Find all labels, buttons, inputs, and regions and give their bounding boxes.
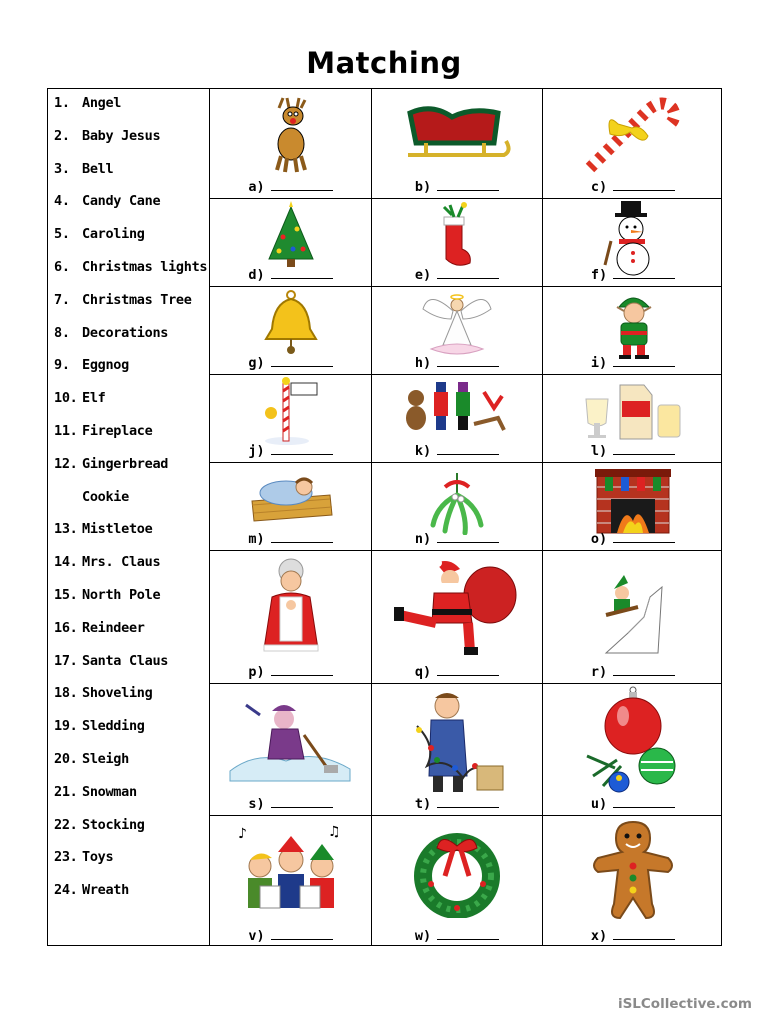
word-text: Elf bbox=[82, 390, 106, 407]
picture-cell-caroling bbox=[210, 816, 371, 947]
word-number: 19. bbox=[54, 718, 78, 735]
answer-letter: n) bbox=[414, 531, 432, 547]
picture-cell-christmas-tree bbox=[210, 199, 371, 286]
picture-cell-angel bbox=[372, 287, 542, 374]
footer-watermark: iSLCollective.com bbox=[617, 996, 752, 1012]
answer-letter: m) bbox=[248, 531, 265, 547]
answer-blank[interactable] bbox=[271, 189, 333, 191]
picture-cell-candy-cane bbox=[543, 90, 723, 198]
word-text: Angel bbox=[82, 95, 122, 111]
word-text: Cookie bbox=[82, 488, 129, 505]
answer-label bbox=[210, 443, 371, 459]
answer-blank[interactable] bbox=[271, 806, 333, 808]
word-list-item bbox=[54, 653, 168, 669]
word-text: Stocking bbox=[82, 816, 145, 833]
answer-blank[interactable] bbox=[613, 674, 675, 676]
word-number: 17. bbox=[54, 652, 78, 669]
word-number: 15. bbox=[54, 587, 78, 603]
answer-blank[interactable] bbox=[437, 674, 499, 676]
word-list-item bbox=[54, 357, 129, 373]
word-number: 8. bbox=[54, 324, 70, 341]
word-text: North Pole bbox=[82, 587, 161, 603]
word-text: Reindeer bbox=[82, 619, 145, 636]
answer-blank[interactable] bbox=[271, 277, 333, 279]
word-text: Sledding bbox=[82, 718, 145, 735]
answer-label bbox=[372, 928, 542, 944]
word-list-item bbox=[54, 226, 145, 242]
answer-label bbox=[543, 664, 723, 680]
answer-blank[interactable] bbox=[613, 541, 675, 543]
answer-blank[interactable] bbox=[437, 938, 499, 940]
word-text: Eggnog bbox=[82, 357, 129, 374]
svg-text:♪: ♪ bbox=[237, 826, 247, 842]
page-title: Matching bbox=[306, 46, 462, 80]
word-list-item bbox=[54, 161, 113, 177]
picture-cell-wreath bbox=[372, 816, 542, 947]
answer-blank[interactable] bbox=[613, 189, 675, 191]
answer-label bbox=[372, 355, 542, 371]
word-list-item bbox=[54, 587, 160, 603]
word-number: 10. bbox=[54, 390, 78, 407]
word-text: Mistletoe bbox=[82, 521, 153, 538]
word-text: Gingerbread bbox=[82, 455, 169, 472]
answer-label bbox=[372, 796, 542, 812]
word-list-item bbox=[54, 325, 168, 341]
word-number: 21. bbox=[54, 783, 78, 800]
word-list-item bbox=[54, 882, 129, 898]
answer-label bbox=[543, 531, 723, 547]
word-list-item bbox=[54, 128, 160, 144]
answer-letter: w) bbox=[414, 928, 432, 944]
word-list-item bbox=[54, 751, 129, 767]
word-number: 12. bbox=[54, 455, 78, 472]
answer-letter: o) bbox=[590, 531, 608, 547]
answer-blank[interactable] bbox=[271, 365, 333, 367]
word-number: 11. bbox=[54, 423, 78, 439]
answer-letter: f) bbox=[590, 267, 608, 283]
answer-label bbox=[210, 928, 371, 944]
answer-letter: r) bbox=[590, 664, 608, 680]
word-text: Toys bbox=[82, 849, 114, 866]
answer-label bbox=[210, 267, 371, 283]
word-text: Decorations bbox=[82, 324, 169, 341]
word-list-item bbox=[54, 554, 160, 570]
picture-cell-mistletoe bbox=[372, 463, 542, 550]
picture-cell-sleigh bbox=[372, 90, 542, 198]
word-list-item bbox=[54, 259, 207, 275]
answer-label bbox=[372, 664, 542, 680]
answer-label bbox=[543, 443, 723, 459]
answer-blank[interactable] bbox=[613, 453, 675, 455]
picture-cell-gingerbread-cookie bbox=[543, 816, 723, 947]
answer-blank[interactable] bbox=[613, 277, 675, 279]
word-list-item bbox=[54, 784, 137, 800]
answer-label bbox=[543, 355, 723, 371]
word-text: Bell bbox=[82, 160, 114, 177]
answer-label bbox=[210, 796, 371, 812]
picture-cell-mrs-claus bbox=[210, 551, 371, 683]
picture-cell-christmas-lights bbox=[372, 684, 542, 815]
word-text: Shoveling bbox=[82, 685, 153, 702]
picture-cell-baby-jesus bbox=[210, 463, 371, 550]
word-list-item bbox=[54, 390, 105, 406]
answer-label bbox=[372, 443, 542, 459]
word-list-item bbox=[54, 423, 152, 439]
word-number: 5. bbox=[54, 226, 70, 243]
word-list-item bbox=[54, 521, 152, 537]
word-text: Christmas Tree bbox=[82, 291, 192, 308]
word-number: 6. bbox=[54, 259, 70, 275]
word-text: Fireplace bbox=[82, 423, 153, 439]
answer-blank[interactable] bbox=[437, 541, 499, 543]
answer-letter: e) bbox=[414, 267, 432, 283]
word-list-item bbox=[54, 193, 160, 209]
word-number: 4. bbox=[54, 193, 70, 210]
word-number: 20. bbox=[54, 751, 78, 767]
answer-blank[interactable] bbox=[613, 365, 675, 367]
picture-cell-snowman bbox=[543, 199, 723, 286]
answer-letter: b) bbox=[414, 179, 432, 195]
answer-letter: i) bbox=[590, 355, 608, 371]
word-number: 13. bbox=[54, 521, 78, 538]
word-list-item bbox=[54, 817, 145, 833]
word-list-item bbox=[54, 95, 121, 111]
word-text: Candy Cane bbox=[82, 193, 161, 210]
answer-letter: k) bbox=[414, 443, 432, 459]
picture-cell-toys bbox=[372, 375, 542, 462]
answer-blank[interactable] bbox=[613, 806, 675, 808]
answer-letter: u) bbox=[590, 796, 608, 812]
answer-letter: p) bbox=[248, 664, 265, 680]
answer-blank[interactable] bbox=[271, 674, 333, 676]
word-text: Santa Claus bbox=[82, 652, 169, 669]
matching-worksheet bbox=[47, 88, 722, 946]
picture-cell-decorations bbox=[543, 684, 723, 815]
word-list-item bbox=[54, 489, 129, 505]
word-list-item bbox=[54, 849, 113, 865]
word-number: 7. bbox=[54, 291, 70, 308]
answer-blank[interactable] bbox=[271, 541, 333, 543]
answer-letter: s) bbox=[248, 796, 265, 812]
answer-blank[interactable] bbox=[437, 453, 499, 455]
answer-blank[interactable] bbox=[613, 938, 675, 940]
word-number: 2. bbox=[54, 127, 70, 144]
word-text: Caroling bbox=[82, 226, 145, 243]
answer-letter: d) bbox=[248, 267, 265, 283]
picture-cell-eggnog bbox=[543, 375, 723, 462]
word-list-item bbox=[54, 456, 168, 472]
word-text: Christmas lights bbox=[82, 259, 208, 275]
word-text: Snowman bbox=[82, 783, 137, 800]
picture-cell-stocking bbox=[372, 199, 542, 286]
answer-letter: t) bbox=[414, 796, 432, 812]
answer-label bbox=[543, 179, 723, 195]
answer-blank[interactable] bbox=[437, 189, 499, 191]
answer-letter: c) bbox=[590, 179, 608, 195]
word-number: 14. bbox=[54, 554, 78, 571]
word-text: Baby Jesus bbox=[82, 127, 161, 144]
picture-cell-bell bbox=[210, 287, 371, 374]
answer-letter: g) bbox=[248, 355, 265, 371]
answer-blank[interactable] bbox=[437, 277, 499, 279]
picture-cell-fireplace bbox=[543, 463, 723, 550]
answer-label bbox=[372, 267, 542, 283]
answer-letter: l) bbox=[590, 443, 608, 459]
answer-blank[interactable] bbox=[271, 938, 333, 940]
answer-label bbox=[543, 796, 723, 812]
answer-blank[interactable] bbox=[271, 453, 333, 455]
answer-letter: q) bbox=[414, 664, 432, 680]
word-number: 3. bbox=[54, 160, 70, 177]
answer-letter: a) bbox=[248, 179, 265, 195]
answer-letter: x) bbox=[590, 928, 608, 944]
word-list-item bbox=[54, 292, 192, 308]
picture-cell-reindeer bbox=[210, 90, 371, 198]
picture-cell-north-pole bbox=[210, 375, 371, 462]
word-number: 1. bbox=[54, 95, 70, 111]
answer-blank[interactable] bbox=[437, 365, 499, 367]
word-list-item bbox=[54, 718, 145, 734]
answer-letter: h) bbox=[414, 355, 432, 371]
word-text: Wreath bbox=[82, 882, 129, 899]
word-number: 18. bbox=[54, 685, 78, 702]
word-number: 16. bbox=[54, 619, 78, 636]
answer-label bbox=[210, 664, 371, 680]
answer-letter: j) bbox=[248, 443, 265, 459]
picture-cell-sledding bbox=[543, 551, 723, 683]
picture-cell-santa-claus bbox=[372, 551, 542, 683]
word-list-item bbox=[54, 685, 152, 701]
answer-label bbox=[372, 179, 542, 195]
answer-blank[interactable] bbox=[437, 806, 499, 808]
answer-label bbox=[210, 355, 371, 371]
svg-text:♫: ♫ bbox=[327, 824, 341, 840]
word-list-item bbox=[54, 620, 145, 636]
word-text: Mrs. Claus bbox=[82, 554, 161, 571]
answer-label bbox=[210, 531, 371, 547]
answer-label bbox=[543, 928, 723, 944]
picture-cell-shoveling bbox=[210, 684, 371, 815]
word-number: 24. bbox=[54, 882, 78, 899]
answer-letter: v) bbox=[248, 928, 265, 944]
answer-label bbox=[372, 531, 542, 547]
picture-cell-elf bbox=[543, 287, 723, 374]
word-number: 22. bbox=[54, 816, 78, 833]
answer-label bbox=[210, 179, 371, 195]
word-text: Sleigh bbox=[82, 751, 129, 767]
answer-label bbox=[543, 267, 723, 283]
word-number: 23. bbox=[54, 849, 78, 866]
word-number: 9. bbox=[54, 357, 70, 374]
